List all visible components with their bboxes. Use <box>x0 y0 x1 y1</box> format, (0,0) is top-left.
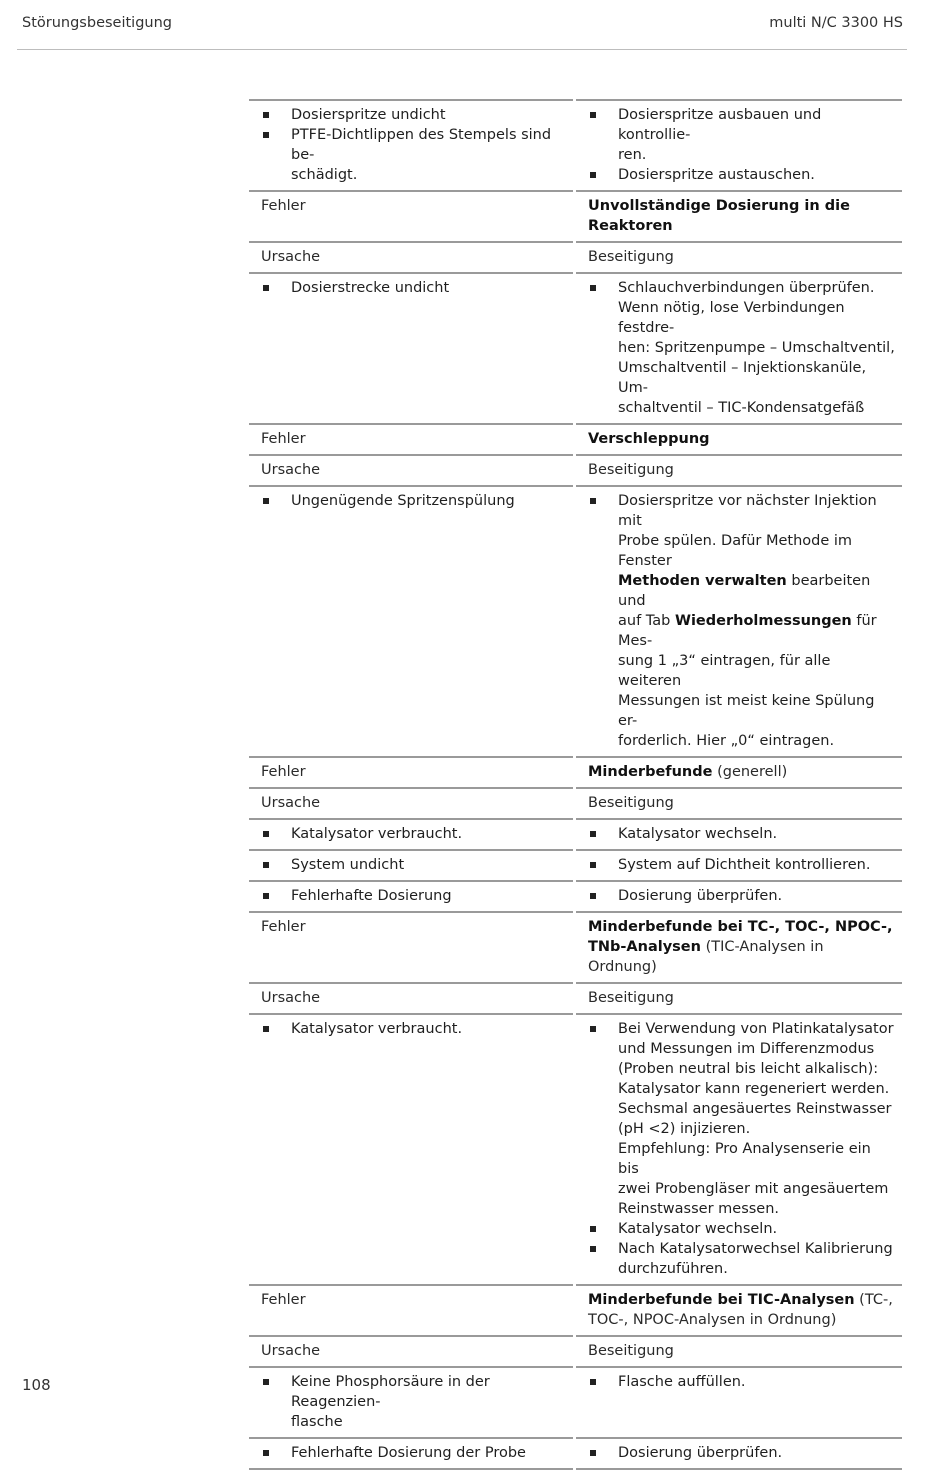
remedy-cell <box>576 1013 902 1284</box>
row-label: Fehler <box>261 431 306 447</box>
row-value <box>588 762 896 782</box>
row-value-cell <box>576 756 902 787</box>
table-header-row <box>249 787 902 818</box>
remedy-item <box>588 491 896 751</box>
ui-term: Wiederholmessungen <box>674 613 852 629</box>
row-value-text: Beseitigung <box>588 795 674 811</box>
cause-cell <box>249 1013 573 1284</box>
row-value <box>588 988 896 1008</box>
cause-item: Katalysator verbraucht. <box>261 824 567 844</box>
table-header-row <box>249 423 902 454</box>
row-value-text: (TIC-Analysen in Ordnung) <box>588 939 824 975</box>
remedy-item: Schlauchverbindungen überprüfen. Wenn nötig, lose Verbindungen festdre- hen: Spritzenpumpe – Umschaltventil, Umschaltventil – Injektionskanüle, Um- schaltventil – TIC-Kondensatgefäß <box>588 278 896 418</box>
row-label-cell <box>249 1335 573 1366</box>
row-label-cell <box>249 787 573 818</box>
remedy-cell <box>576 272 902 423</box>
cause-cell <box>249 880 573 911</box>
row-label-cell <box>249 423 573 454</box>
row-value-cell <box>576 1335 902 1366</box>
row-value <box>588 1341 896 1361</box>
row-value-cell <box>576 423 902 454</box>
remedy-item: Katalysator wechseln. <box>588 1219 896 1239</box>
row-value <box>588 460 896 480</box>
row-value <box>588 917 896 977</box>
cause-cell <box>249 485 573 756</box>
table-header-row <box>249 756 902 787</box>
row-value-cell <box>576 241 902 272</box>
remedy-cell <box>576 99 902 190</box>
remedy-cell <box>576 1366 902 1437</box>
row-label: Ursache <box>261 795 321 811</box>
row-value-text: Beseitigung <box>588 990 674 1006</box>
row-label-cell <box>249 1284 573 1335</box>
cause-item: Katalysator verbraucht. <box>261 1019 567 1039</box>
table-row <box>249 1366 902 1437</box>
page-number: 108 <box>22 1376 51 1394</box>
row-label: Ursache <box>261 990 321 1006</box>
cause-item: Fehlerhafte Dosierung <box>261 886 567 906</box>
remedy-cell <box>576 880 902 911</box>
row-value-text: Beseitigung <box>588 1343 674 1359</box>
table-row <box>249 818 902 849</box>
troubleshooting-table <box>249 99 902 1470</box>
cause-item: Ungenügende Spritzenspülung <box>261 491 567 511</box>
table-header-row <box>249 982 902 1013</box>
cause-cell <box>249 1437 573 1468</box>
row-value <box>588 247 896 267</box>
table-row <box>249 1437 902 1468</box>
remedy-item: Flasche auffüllen. <box>588 1372 896 1392</box>
header-divider <box>17 49 907 50</box>
cause-cell <box>249 1366 573 1437</box>
row-value-text: (TC-, TOC-, NPOC-Analysen in Ordnung) <box>588 1292 893 1328</box>
row-label-cell <box>249 756 573 787</box>
row-label-cell <box>249 190 573 241</box>
cause-item: Dosierspritze undicht <box>261 105 567 125</box>
row-label-cell <box>249 982 573 1013</box>
row-value <box>588 1290 896 1330</box>
cause-cell <box>249 99 573 190</box>
row-label-cell <box>249 241 573 272</box>
error-title: Minderbefunde bei TIC-Analysen <box>588 1292 855 1308</box>
row-value <box>588 196 896 236</box>
table-header-row <box>249 454 902 485</box>
row-value-text: (generell) <box>712 764 788 780</box>
row-value-cell <box>576 982 902 1013</box>
row-label: Fehler <box>261 198 306 214</box>
row-label: Fehler <box>261 764 306 780</box>
cause-item: PTFE-Dichtlippen des Stempels sind be- schädigt. <box>261 125 567 185</box>
cause-cell <box>249 849 573 880</box>
table-row <box>249 485 902 756</box>
cause-item: Fehlerhafte Dosierung der Probe <box>261 1443 567 1463</box>
table-header-row <box>249 1284 902 1335</box>
row-value-text: Beseitigung <box>588 462 674 478</box>
remedy-item: Katalysator wechseln. <box>588 824 896 844</box>
cause-item: System undicht <box>261 855 567 875</box>
running-header-section: Störungsbeseitigung <box>22 15 172 31</box>
cause-item: Keine Phosphorsäure in der Reagenzien- flasche <box>261 1372 567 1432</box>
remedy-cell <box>576 818 902 849</box>
remedy-item: System auf Dichtheit kontrollieren. <box>588 855 896 875</box>
row-label-cell <box>249 454 573 485</box>
row-value-cell <box>576 190 902 241</box>
row-label: Ursache <box>261 1343 321 1359</box>
remedy-text: Dosierspritze vor nächster Injektion mit Probe spülen. Dafür Methode im Fenster <box>618 493 877 569</box>
table-header-row <box>249 911 902 982</box>
error-title: Minderbefunde bei TC-, TOC-, NPOC-, TNb-Analysen <box>588 919 893 955</box>
row-label: Fehler <box>261 919 306 935</box>
error-title: Unvollständige Dosierung in die Reaktoren <box>588 198 850 234</box>
table-row <box>249 272 902 423</box>
running-header-product: multi N/C 3300 HS <box>769 15 903 31</box>
row-value <box>588 429 896 449</box>
cause-cell <box>249 272 573 423</box>
row-value <box>588 793 896 813</box>
remedy-item: Bei Verwendung von Platinkatalysator und Messungen im Differenzmodus (Proben neutral bis leicht alkalisch): Katalysator kann regeneriert werden. Sechsmal angesäuertes Reinstwasser (pH <2) injizieren. Empfehlung: Pro Analysenserie ein bis zwei Probengläser mit angesäuertem Reinstwasser messen. <box>588 1019 896 1219</box>
remedy-cell <box>576 485 902 756</box>
table-row <box>249 99 902 190</box>
table-row <box>249 880 902 911</box>
remedy-item: Nach Katalysatorwechsel Kalibrierung durchzuführen. <box>588 1239 896 1279</box>
remedy-item: Dosierspritze austauschen. <box>588 165 896 185</box>
row-label: Ursache <box>261 249 321 265</box>
row-label: Fehler <box>261 1292 306 1308</box>
table-header-row <box>249 190 902 241</box>
remedy-item: Dosierung überprüfen. <box>588 1443 896 1463</box>
table-row <box>249 1013 902 1284</box>
table-header-row <box>249 1335 902 1366</box>
table-row <box>249 849 902 880</box>
table-header-row <box>249 241 902 272</box>
row-label: Ursache <box>261 462 321 478</box>
cause-item: Dosierstrecke undicht <box>261 278 567 298</box>
remedy-text: bearbeiten und auf Tab <box>618 573 871 629</box>
remedy-item: Dosierung überprüfen. <box>588 886 896 906</box>
remedy-text: für Mes- sung 1 „3“ eintragen, für alle weiteren Messungen ist meist keine Spülung er- forderlich. Hier „0“ eintragen. <box>618 613 877 749</box>
row-label-cell <box>249 911 573 982</box>
row-value-cell <box>576 787 902 818</box>
error-title: Verschleppung <box>588 431 710 447</box>
cause-cell <box>249 818 573 849</box>
remedy-cell <box>576 849 902 880</box>
row-value-cell <box>576 911 902 982</box>
row-value-cell <box>576 454 902 485</box>
row-value-text: Beseitigung <box>588 249 674 265</box>
error-title: Minderbefunde <box>588 764 713 780</box>
row-value-cell <box>576 1284 902 1335</box>
ui-term: Methoden verwalten <box>618 573 787 589</box>
remedy-item: Dosierspritze ausbauen und kontrollie- ren. <box>588 105 896 165</box>
remedy-cell <box>576 1437 902 1468</box>
